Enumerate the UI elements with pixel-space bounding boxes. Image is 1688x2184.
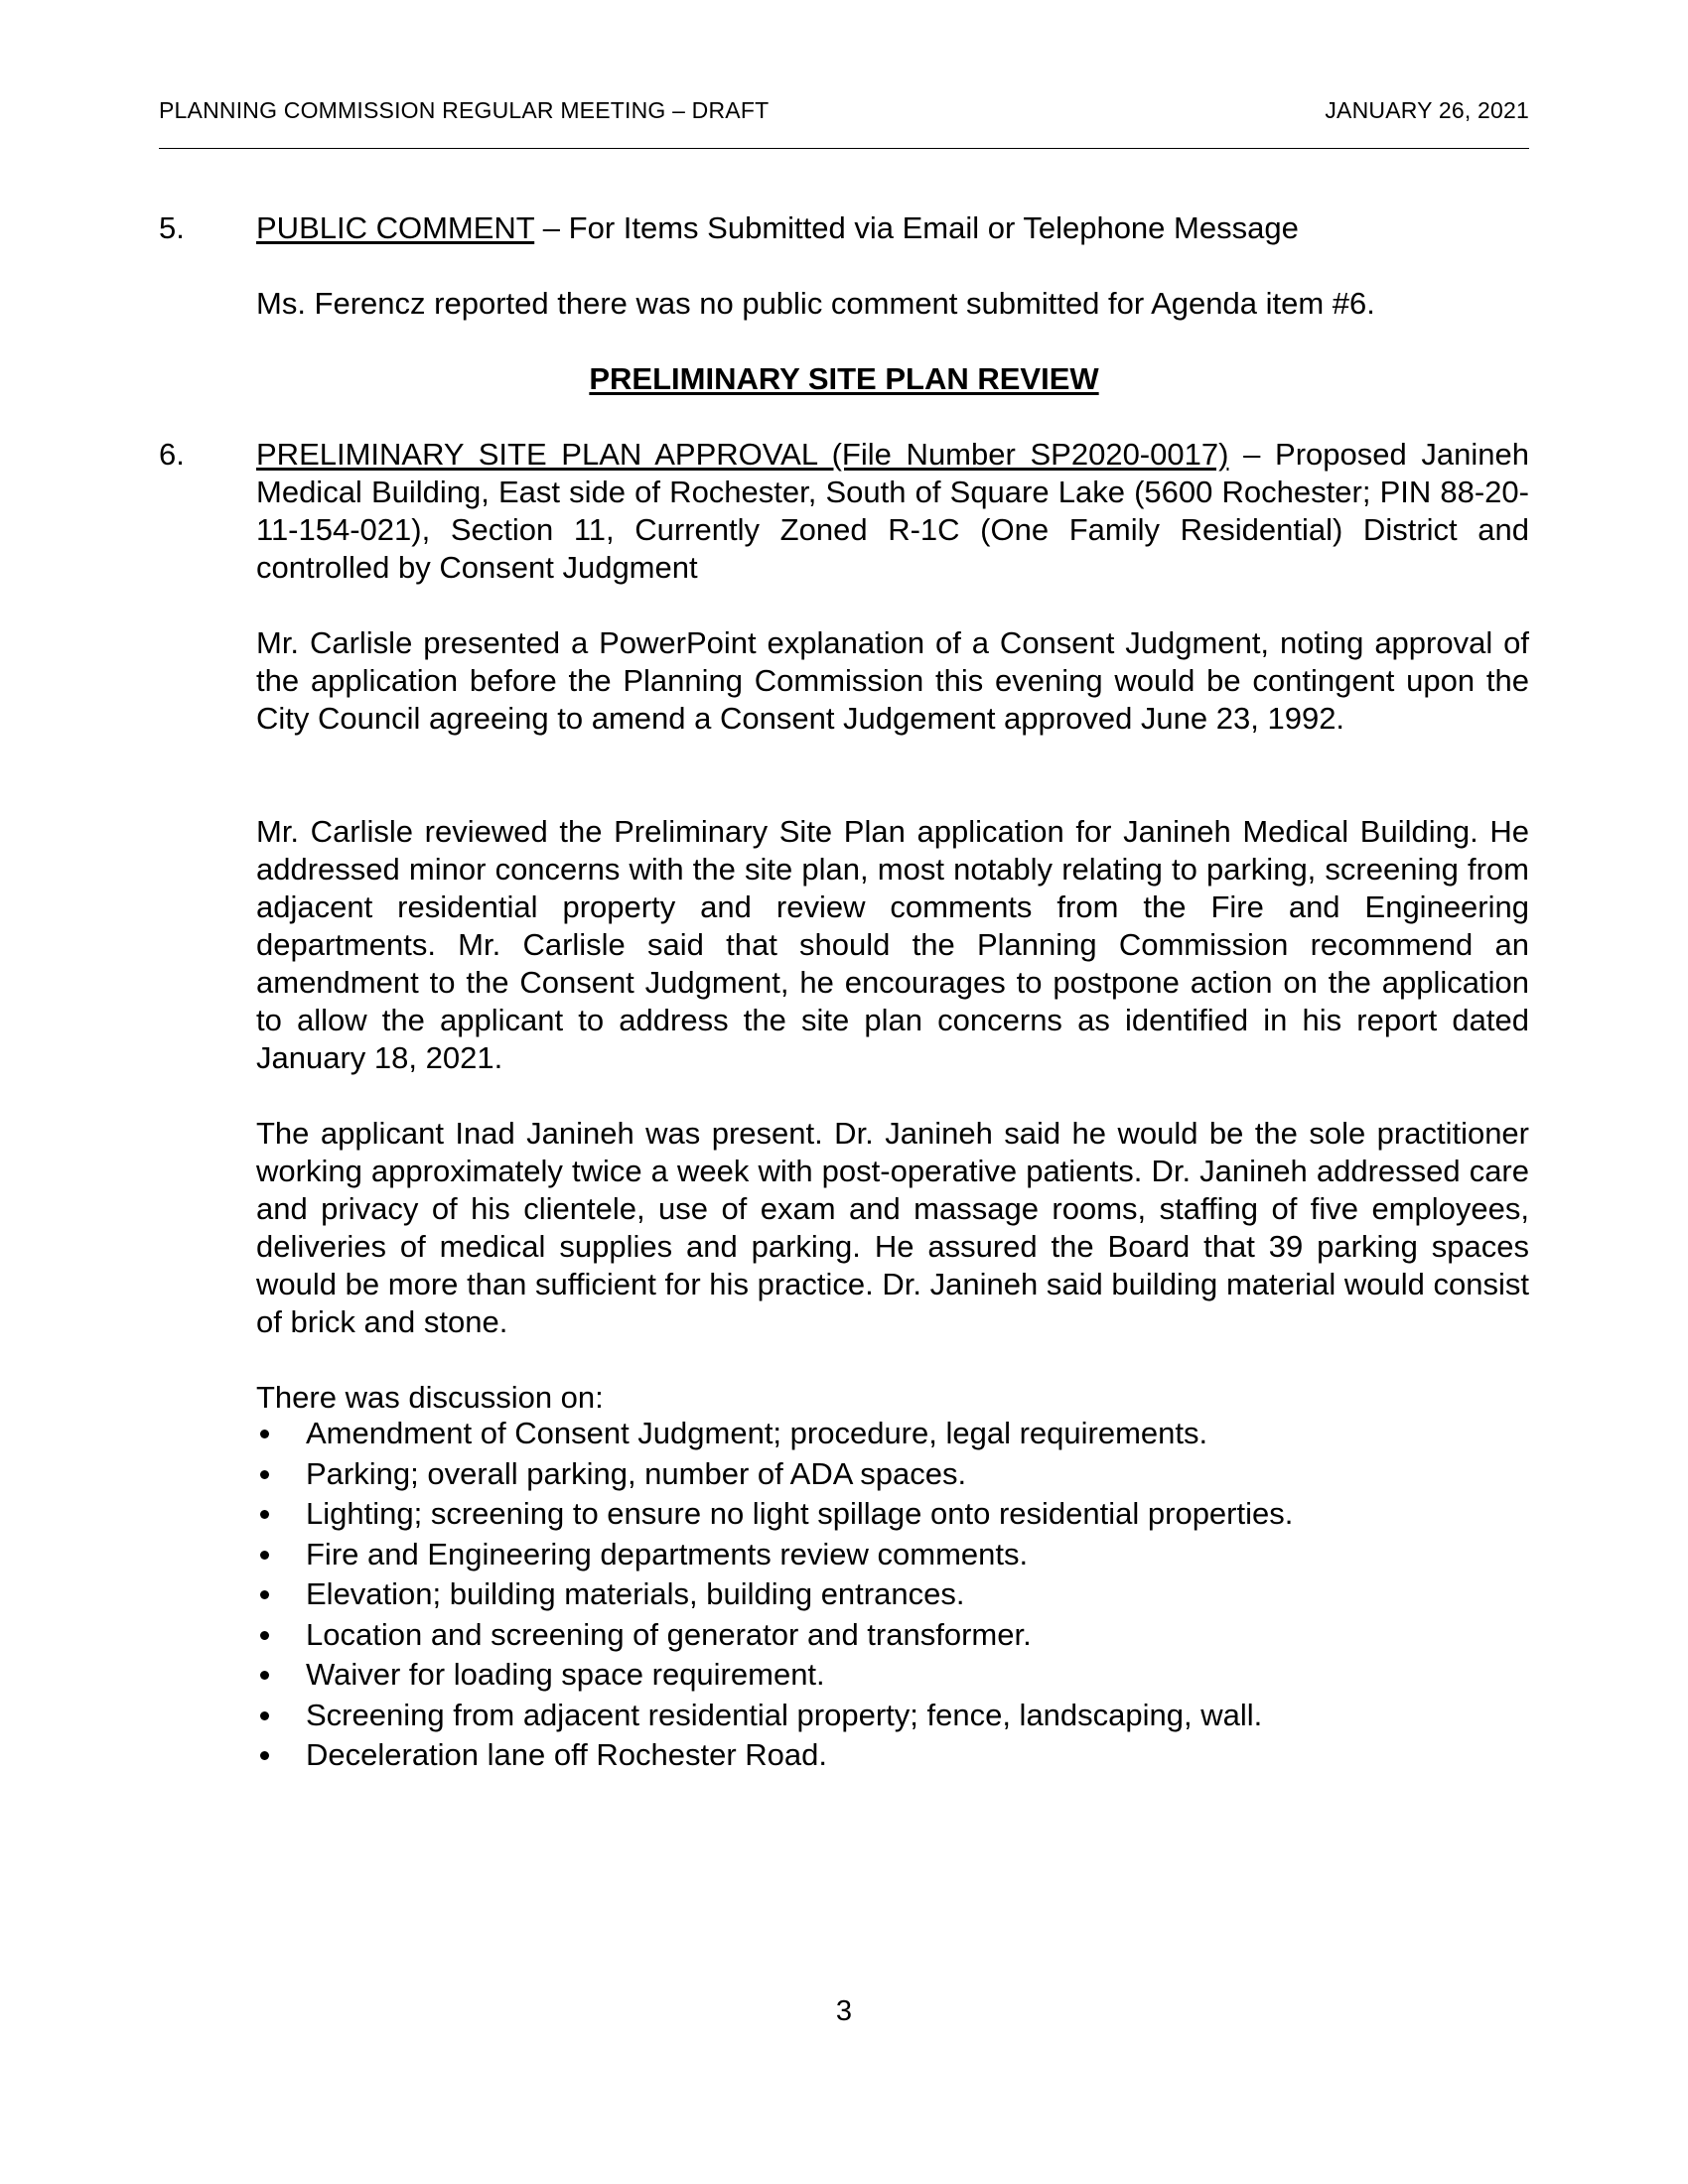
list-item — [256, 1454, 1529, 1495]
item-5-heading — [256, 209, 1529, 247]
section-heading: PRELIMINARY SITE PLAN REVIEW — [589, 361, 1099, 396]
list-item-text: Parking; overall parking, number of ADA spaces. — [306, 1455, 967, 1491]
list-item-text: Amendment of Consent Judgment; procedure, legal requirements. — [306, 1416, 1208, 1450]
bullet-icon — [260, 1590, 269, 1599]
item-5-paragraph: Ms. Ferencz reported there was no public comment submitted for Agenda item #6. — [256, 286, 1375, 321]
item-5-title-rest: – For Items Submitted via Email or Telephone Message — [534, 210, 1299, 245]
list-item-text: Deceleration lane off Rochester Road. — [306, 1737, 828, 1772]
bullet-icon — [260, 1711, 269, 1720]
list-item — [256, 1574, 1529, 1615]
bullet-icon — [260, 1551, 269, 1560]
header-meeting-date: JANUARY 26, 2021 — [1325, 97, 1529, 123]
list-item — [256, 1615, 1529, 1656]
list-item — [256, 1696, 1529, 1736]
item-6-title-rest: – Proposed Janineh Medical Building, East side of Rochester, South of Square Lake (5600 Rochester; PIN 88-20-11-154-021), Section 11, Currently Zoned R-1C (One Family Residential) District and controlled by Consent Judgment — [256, 437, 1529, 585]
bullet-icon — [260, 1430, 269, 1438]
bullet-icon — [260, 1470, 269, 1479]
header-divider — [159, 148, 1529, 149]
item-6-number: 6. — [159, 437, 185, 472]
list-item — [256, 1655, 1529, 1696]
list-item-text: Screening from adjacent residential property; fence, landscaping, wall. — [306, 1697, 1263, 1732]
item-6-paragraph-3: The applicant Inad Janineh was present. Dr. Janineh said he would be the sole practitioner working approximately twice a week with post-operative patients. Dr. Janineh addressed care and privacy of his clientele, use of exam and massage rooms, staffing of five employees, deliveries of medical supplies and parking. He assured the Board that 39 parking spaces would be more than sufficient for his practice. Dr. Janineh said building material would consist of brick and stone. — [256, 1116, 1529, 1339]
bullet-icon — [260, 1671, 269, 1680]
discussion-list — [256, 1414, 1529, 1776]
bullet-icon — [260, 1510, 269, 1519]
item-5-number: 5. — [159, 210, 185, 245]
list-item — [256, 1535, 1529, 1575]
list-item-text: Fire and Engineering departments review comments. — [306, 1536, 1029, 1571]
item-5-title: PUBLIC COMMENT — [256, 210, 535, 245]
list-item — [256, 1414, 1529, 1454]
page-number: 3 — [835, 1995, 853, 2027]
list-item-text: Lighting; screening to ensure no light spillage onto residential properties. — [306, 1496, 1294, 1531]
item-6-heading — [256, 436, 1529, 587]
list-item-text: Location and screening of generator and transformer. — [306, 1616, 1032, 1652]
bullet-icon — [260, 1751, 269, 1760]
item-6-paragraph-1: Mr. Carlisle presented a PowerPoint explanation of a Consent Judgment, noting approval of the application before the Planning Commission this evening would be contingent upon the City Council agreeing to amend a Consent Judgement approved June 23, 1992. — [256, 625, 1529, 736]
list-item — [256, 1735, 1529, 1776]
discussion-intro: There was discussion on: — [256, 1380, 604, 1415]
list-item-text: Elevation; building materials, building entrances. — [306, 1576, 965, 1611]
header-meeting-title: PLANNING COMMISSION REGULAR MEETING – DRAFT — [159, 97, 770, 123]
list-item-text: Waiver for loading space requirement. — [306, 1657, 825, 1692]
item-6-paragraph-2: Mr. Carlisle reviewed the Preliminary Site Plan application for Janineh Medical Building. He addressed minor concerns with the site plan, most notably relating to parking, screening from adjacent residential property and review comments from the Fire and Engineering departments. Mr. Carlisle said that should the Planning Commission recommend an amendment to the Consent Judgment, he encourages to postpone action on the application to allow the applicant to address the site plan concerns as identified in his report dated January 18, 2021. — [256, 814, 1529, 1075]
bullet-icon — [260, 1631, 269, 1640]
list-item — [256, 1494, 1529, 1535]
item-6-title: PRELIMINARY SITE PLAN APPROVAL (File Number SP2020-0017) — [256, 437, 1229, 472]
